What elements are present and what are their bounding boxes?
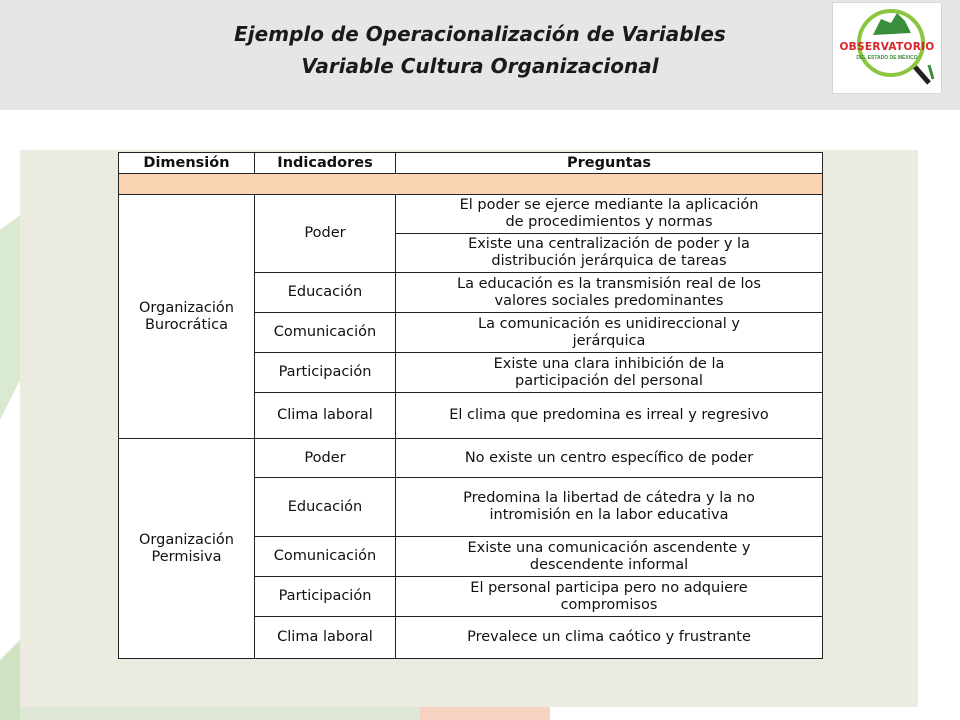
indicator-cell: Comunicación [255,537,396,577]
indicator-cell: Educación [255,273,396,313]
indicator-cell: Comunicación [255,313,396,353]
question-cell [396,393,823,439]
question-line: intromisión en la labor educativa [489,507,729,523]
question-line: Existe una comunicación ascendente y [467,539,751,556]
question-cell [396,478,823,537]
question-cell [396,353,823,393]
logo-name: OBSERVATORIO [839,41,935,53]
question-line: descendente informal [529,556,689,573]
question-cell [396,577,823,617]
question-line: distribución jerárquica de tareas [491,253,727,269]
question-cell [396,273,823,313]
header-indicators: Indicadores [255,153,396,174]
question-line: Prevalece un clima caótico y frustrante [467,629,751,645]
question-line: participación del personal [515,372,703,389]
question-cell [396,617,823,659]
indicator-cell: Participación [255,353,396,393]
question-cell [396,313,823,353]
question-line: valores sociales predominantes [494,292,724,309]
spacer-row [119,174,823,195]
question-line: de procedimientos y normas [505,214,713,230]
indicator-cell: Clima laboral [255,393,396,439]
question-line: jerárquica [572,332,646,349]
question-line: El clima que predomina es irreal y regresivo [449,407,769,423]
question-cell [396,537,823,577]
operationalization-table [118,152,823,659]
logo-subtitle: DEL ESTADO DE MÉXICO [856,55,918,61]
page-subtitle: Variable Cultura Organizacional [301,54,659,78]
header-questions: Preguntas [396,153,823,174]
dimension-cell: Organización Burocrática [119,195,255,439]
observatorio-logo [832,2,942,94]
indicator-cell: Poder [255,439,396,478]
question-line: El poder se ejerce mediante la aplicación [459,197,759,213]
indicator-cell: Participación [255,577,396,617]
header-dimension: Dimensión [119,153,255,174]
header-bar [0,0,960,110]
question-line: Existe una clara inhibición de la [493,355,725,372]
table-row [119,439,823,478]
dimension-cell: Organización Permisiva [119,439,255,659]
question-line: compromisos [560,596,658,613]
question-line: Predomina la libertad de cátedra y la no [463,490,755,506]
question-line: La comunicación es unidireccional y [478,315,740,332]
indicator-cell: Poder [255,195,396,273]
table-row [119,195,823,234]
indicator-cell: Educación [255,478,396,537]
question-cell [396,234,823,273]
question-line: La educación es la transmisión real de los [457,275,761,292]
question-line: Existe una centralización de poder y la [468,236,750,252]
question-cell [396,195,823,234]
indicator-cell: Clima laboral [255,617,396,659]
page-title: Ejemplo de Operacionalización de Variables [234,22,726,46]
question-line: El personal participa pero no adquiere [470,579,748,596]
question-cell [396,439,823,478]
question-line: No existe un centro específico de poder [464,449,754,466]
table-header-row [119,153,823,174]
